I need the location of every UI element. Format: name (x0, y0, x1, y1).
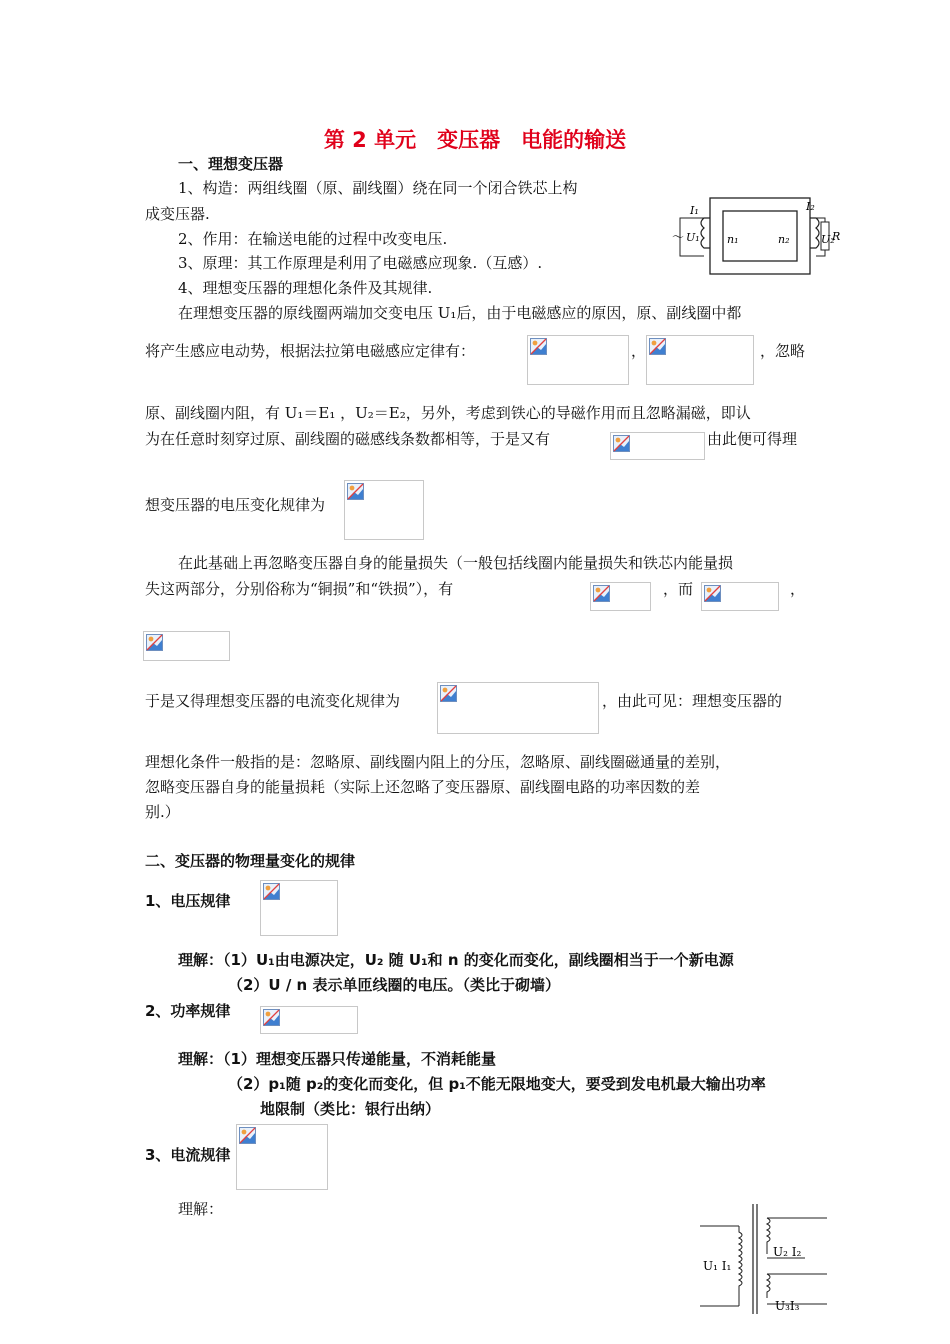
broken-image-icon (704, 585, 721, 602)
text-thus: ，由此可见：理想变压器的 (602, 692, 783, 710)
formula-image-current-rule (236, 1124, 328, 1190)
secondary-coil (810, 218, 819, 248)
primary-coil (701, 218, 710, 248)
broken-image-icon (440, 685, 457, 702)
formula-image-e2 (646, 335, 754, 385)
section2-heading: 二、变压器的物理量变化的规律 (145, 852, 356, 870)
n2-label: n₂ (778, 233, 790, 246)
current-note: 理解： (178, 1200, 224, 1218)
broken-image-icon (613, 435, 630, 452)
para-ideal-1: 理想化条件一般指的是：忽略原、副线圈内阻上的分压，忽略原、副线圈磁通量的差别， (145, 753, 731, 771)
comma-2: ， (790, 580, 806, 598)
power-note-1: 理解：（1）理想变压器只传递能量，不消耗能量 (178, 1050, 496, 1068)
text-ignore: ，忽略 (760, 342, 806, 360)
para-ideal-3: 别.） (145, 803, 180, 821)
para-principle: 3、原理：其工作原理是利用了电磁感应现象.（互感）. (178, 254, 543, 272)
formula-image-power-eq (143, 631, 230, 661)
para-faraday: 将产生感应电动势，根据法拉第电磁感应定律有： (145, 342, 476, 360)
para-losses: 失这两部分，分别俗称为“铜损”和“铁损”），有 (145, 580, 454, 598)
broken-image-icon (593, 585, 610, 602)
para-function: 2、作用：在输送电能的过程中改变电压. (178, 230, 448, 248)
formula-image-e1 (527, 335, 629, 385)
iron-core-outer (710, 198, 810, 274)
formula-image-p1 (590, 582, 651, 611)
para-structure: 1、构造：两组线圈（原、副线圈）绕在同一个闭合铁芯上构 (178, 179, 578, 197)
ac-source-label: ～ (672, 230, 685, 244)
u2i2-label: U₂ I₂ (773, 1245, 802, 1259)
para-current-law: 于是又得理想变压器的电流变化规律为 (145, 692, 401, 710)
para-intro: 在理想变压器的原线圈两端加交变电压 U₁后，由于电磁感应的原因，原、副线圈中都 (178, 304, 742, 322)
text-and: ，而 (663, 580, 694, 598)
u1-label: U₁ (686, 231, 700, 244)
u3i3-label: U₃I₃ (775, 1299, 800, 1313)
current-rule-heading: 3、电流规律 (145, 1146, 231, 1164)
broken-image-icon (263, 1009, 280, 1026)
formula-image-voltage-rule (260, 880, 338, 936)
broken-image-icon (263, 883, 280, 900)
multi-winding-diagram (695, 1198, 835, 1316)
voltage-rule-heading: 1、电压规律 (145, 892, 231, 910)
para-ideal-2: 忽略变压器自身的能量损耗（实际上还忽略了变压器原、副线圈电路的功率因数的差 (145, 778, 701, 796)
para-structure-cont: 成变压器. (145, 205, 210, 223)
comma-1: ， (631, 342, 647, 360)
para-conditions: 4、理想变压器的理想化条件及其规律. (178, 279, 433, 297)
r-label: R (832, 230, 841, 243)
broken-image-icon (146, 634, 163, 651)
secondary-coil-2 (767, 1274, 770, 1298)
broken-image-icon (530, 338, 547, 355)
section1-heading: 一、理想变压器 (178, 155, 284, 173)
formula-image-power-rule (260, 1006, 358, 1034)
formula-image-p2 (701, 582, 779, 611)
transformer-diagram (670, 192, 850, 280)
para-energy-loss: 在此基础上再忽略变压器自身的能量损失（一般包括线圈内能量损失和铁芯内能量损 (178, 554, 734, 572)
u2-label: U₂ (821, 233, 835, 246)
para-voltage-law: 想变压器的电压变化规律为 (145, 496, 326, 514)
broken-image-icon (347, 483, 364, 500)
n1-label: n₁ (727, 233, 739, 246)
power-note-2: （2）p₁随 p₂的变化而变化，但 p₁不能无限地变大，要受到发电机最大输出功率 (228, 1075, 766, 1093)
page-title: 第 2 单元 变压器 电能的输送 (323, 128, 627, 152)
broken-image-icon (239, 1127, 256, 1144)
formula-image-flux (610, 432, 705, 460)
u1i1-label: U₁ I₁ (703, 1259, 732, 1273)
primary-coil (739, 1226, 742, 1306)
secondary-coil-1 (767, 1218, 770, 1254)
secondary-wire-bottom (816, 250, 825, 256)
voltage-note-1: 理解：（1）U₁由电源决定，U₂ 随 U₁和 n 的变化而变化，副线圈相当于一个新电源 (178, 951, 734, 969)
broken-image-icon (649, 338, 666, 355)
power-note-3: 地限制（类比：银行出纳） (260, 1100, 441, 1118)
para-flux: 为在任意时刻穿过原、副线圈的磁感线条数都相等，于是又有 (145, 430, 551, 448)
i1-label: I₁ (690, 204, 699, 217)
i2-label: I₂ (806, 200, 815, 213)
voltage-note-2: （2）U / n 表示单匝线圈的电压。（类比于砌墙） (228, 976, 560, 994)
power-rule-heading: 2、功率规律 (145, 1002, 231, 1020)
formula-image-current-law (437, 682, 599, 734)
para-resistance: 原、副线圈内阻，有 U₁＝E₁ ，U₂＝E₂，另外，考虑到铁心的导磁作用而且忽略漏磁，即认 (145, 404, 751, 422)
text-hence: 由此便可得理 (707, 430, 798, 448)
formula-image-voltage-law (344, 480, 424, 540)
